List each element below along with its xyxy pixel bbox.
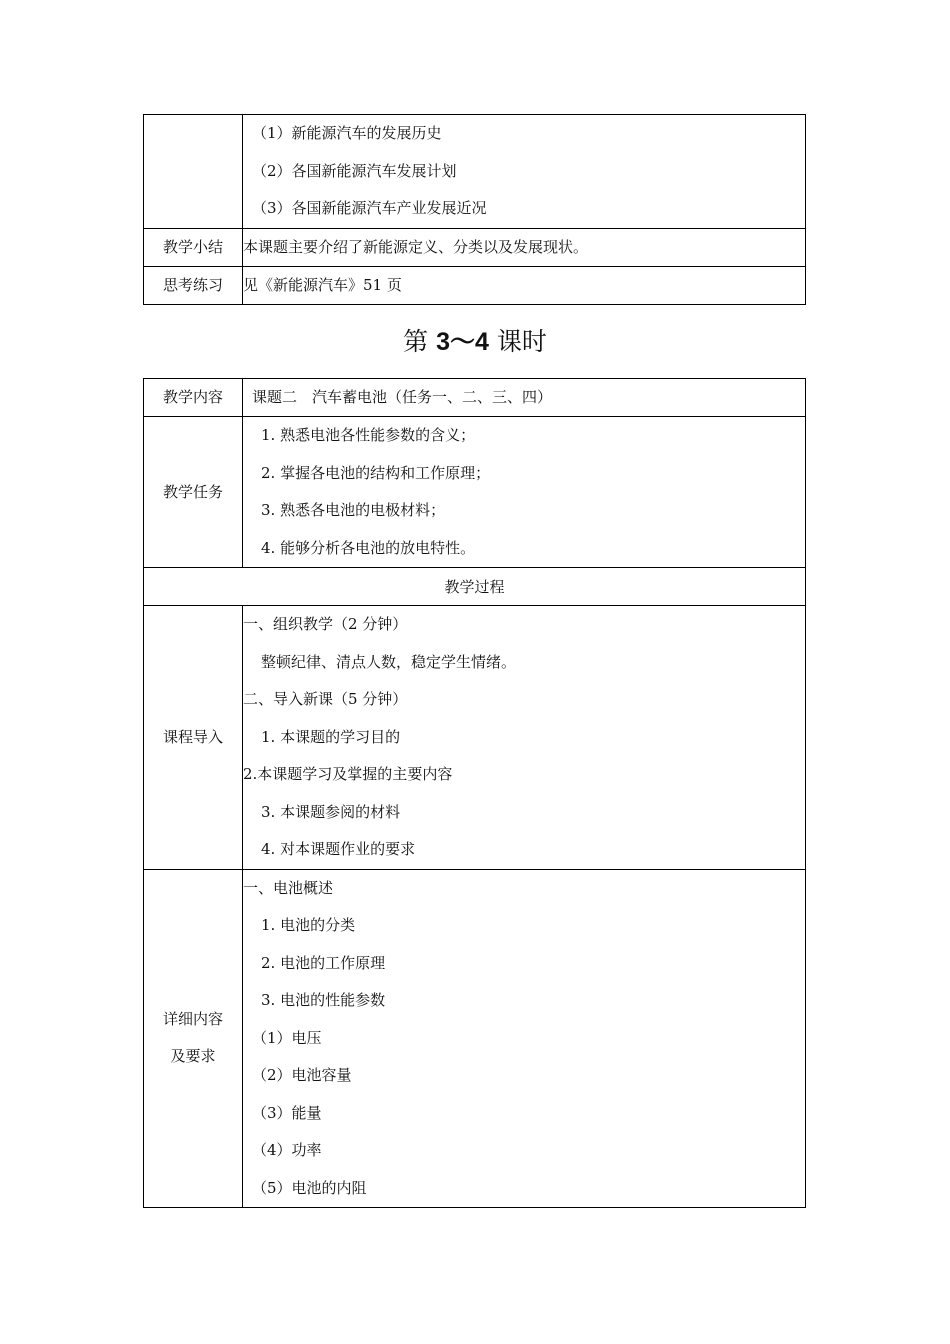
table-row (144, 266, 806, 304)
list-item: 一、电池概述 (243, 878, 334, 897)
list-item: 3. 电池的性能参数 (261, 991, 386, 1009)
empty-label-cell (144, 115, 243, 229)
process-header: 教学过程 (144, 568, 806, 606)
heading-suffix: 课时 (488, 327, 547, 356)
table-row (144, 379, 806, 417)
detail-cell (243, 869, 806, 1208)
list-item: 3. 熟悉各电池的电极材料； (261, 501, 446, 519)
table-row (144, 869, 806, 1208)
table-continuation (143, 114, 806, 305)
practice-label: 思考练习 (144, 266, 243, 304)
list-item: 1. 电池的分类 (261, 916, 356, 934)
list-item: 1. 熟悉电池各性能参数的含义； (261, 426, 476, 444)
list-item: 4. 能够分析各电池的放电特性。 (261, 538, 476, 557)
list-item: 4. 对本课题作业的要求 (261, 840, 416, 858)
list-item: （1）新能源汽车的发展历史 (252, 124, 442, 142)
cont-items-cell (243, 115, 806, 229)
content-label: 教学内容 (144, 379, 243, 417)
task-label: 教学任务 (144, 417, 243, 568)
list-item: 整顿纪律、清点人数，稳定学生情绪。 (261, 652, 517, 671)
tasks-cell (243, 417, 806, 568)
table-row (144, 568, 806, 606)
list-item: 1. 本课题的学习目的 (261, 727, 401, 746)
list-item: 3. 本课题参阅的材料 (261, 802, 401, 821)
list-item: （5）电池的内阻 (252, 1178, 367, 1197)
list-item: （3）能量 (252, 1103, 322, 1122)
heading-prefix: 第 (403, 327, 437, 356)
table-row (144, 228, 806, 266)
list-item: 二、导入新课（5 分钟） (243, 690, 408, 708)
intro-cell (243, 606, 806, 870)
list-item: （4）功率 (252, 1141, 322, 1159)
table-row (144, 417, 806, 568)
list-item: 2.本课题学习及掌握的主要内容 (243, 765, 453, 783)
detail-label-line: 及要求 (170, 1047, 216, 1066)
detail-label-line: 详细内容 (162, 1010, 223, 1029)
detail-label (144, 869, 243, 1208)
list-item: 2. 掌握各电池的结构和工作原理； (261, 463, 491, 482)
list-item: 2. 电池的工作原理 (261, 953, 386, 972)
heading-range: 3～4 (436, 328, 489, 356)
table-lesson (143, 378, 806, 1208)
practice-text: 见《新能源汽车》51 页 (243, 275, 402, 294)
list-item: 一、组织教学（2 分钟） (243, 615, 408, 633)
table-row (144, 115, 806, 229)
intro-label: 课程导入 (144, 606, 243, 870)
table-row (144, 606, 806, 870)
list-item: （2）各国新能源汽车发展计划 (252, 161, 457, 180)
section-heading (0, 322, 950, 362)
list-item: （3）各国新能源汽车产业发展近况 (252, 199, 487, 217)
list-item: （1）电压 (252, 1028, 322, 1047)
summary-label: 教学小结 (144, 228, 243, 266)
content-text: 课题二 汽车蓄电池（任务一、二、三、四） (252, 388, 553, 406)
summary-text: 本课题主要介绍了新能源定义、分类以及发展现状。 (243, 237, 589, 256)
list-item: （2）电池容量 (252, 1066, 352, 1084)
